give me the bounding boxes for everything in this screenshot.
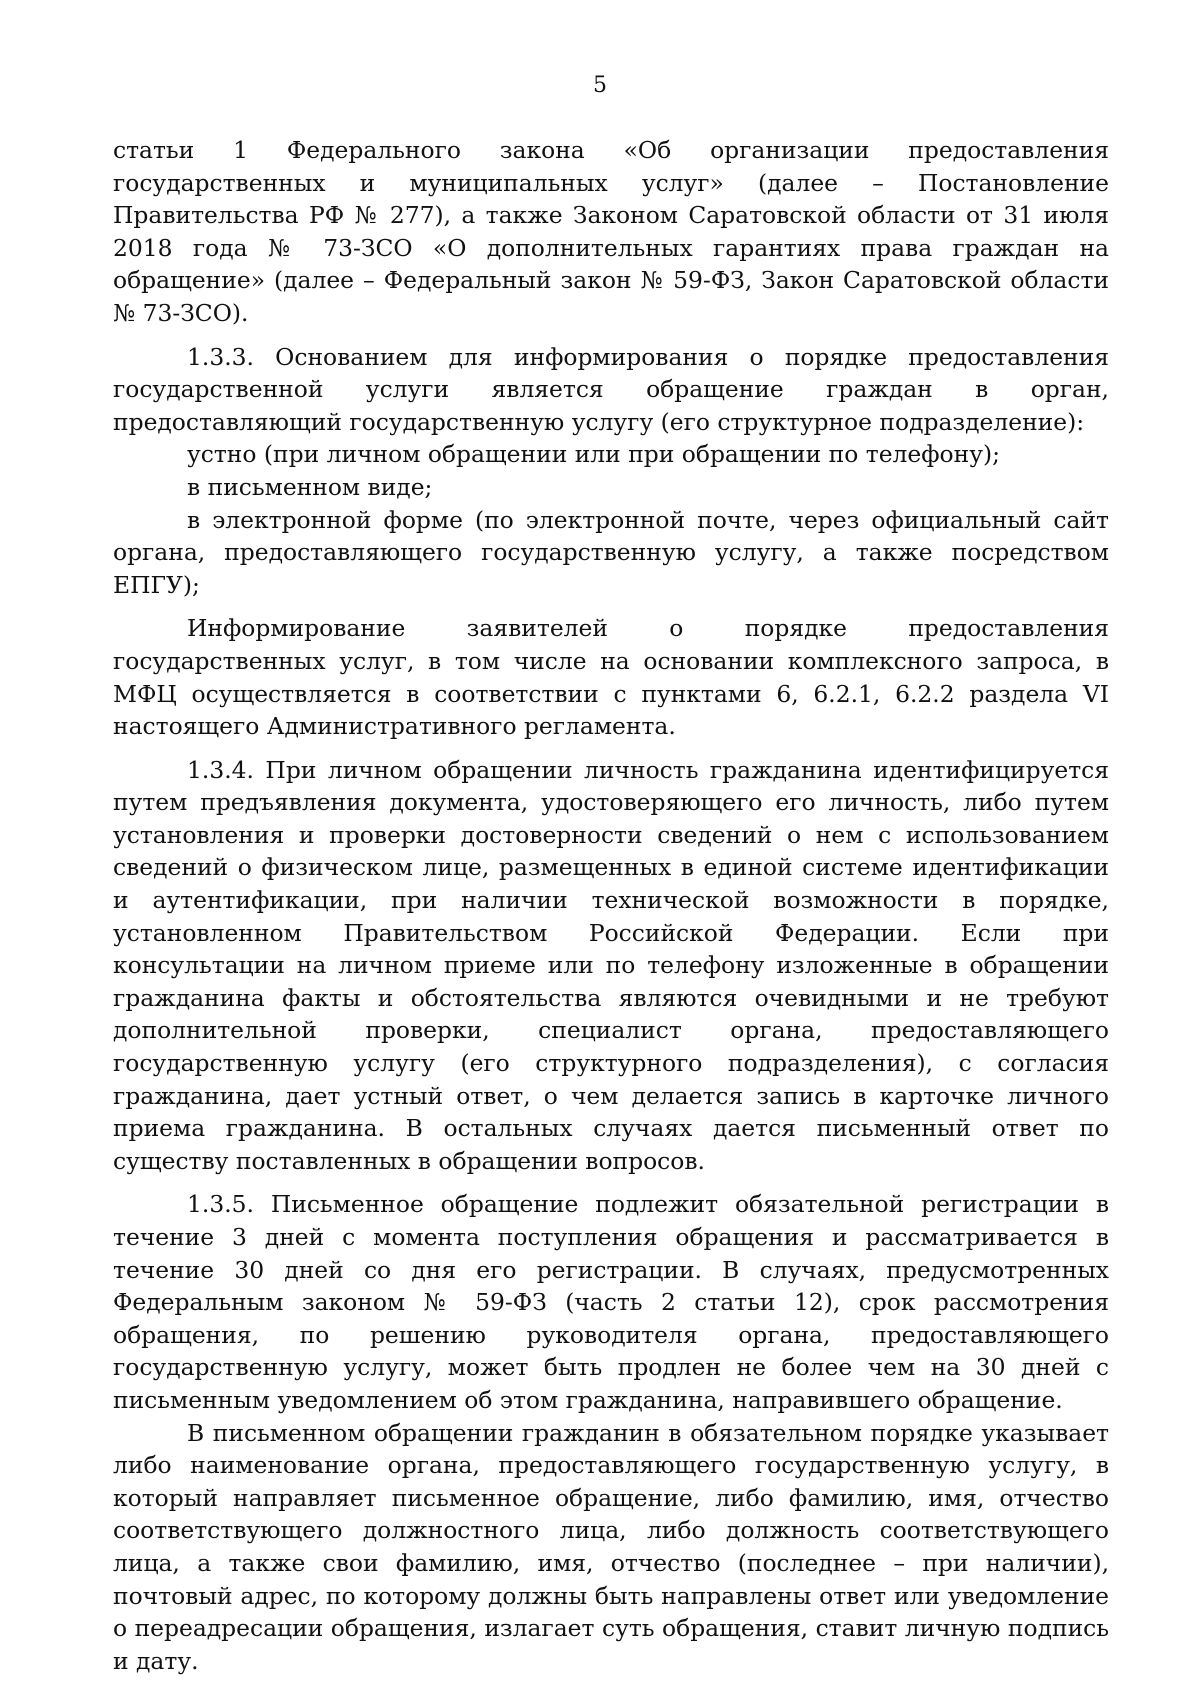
paragraph-1-3-4: 1.3.4. При личном обращении личность гражданина идентифицируется путем предъявления документа, удостоверяющего его личность, либо путем установления и проверки достоверности сведений о нем с использованием сведений о физическом лице, размещенных в единой системе идентификации и аутентификации, при наличии технической возможности в порядке, установленном Правительством Российской Федерации. Если при консультации на личном приеме или по телефону изложенные в обращении гражданина факты и обстоятельства являются очевидными и не требуют дополнительной проверки, специалист органа, предоставляющего государственную услугу (его структурного подразделения), с согласия гражданина, дает устный ответ, о чем делается запись в карточке личного приема гражданина. В остальных случаях дается письменный ответ по существу поставленных в обращении вопросов. xyxy=(113,755,1109,1175)
paragraph-mfc-info: Информирование заявителей о порядке предоставления государственных услуг, в том числе на основании комплексного запроса, в МФЦ осуществляется в соответствии с пунктами 6, 6.2.1, 6.2.2 раздела VI настоящего Административного регламента. xyxy=(113,614,1109,741)
paragraph-1-3-3: 1.3.3. Основанием для информирования о порядке предоставления государственной услуги является обращение граждан в орган, предоставляющий государственную услугу (его структурное подразделение): xyxy=(113,342,1109,436)
list-item-electronic: в электронной форме (по электронной почте, через официальный сайт органа, предоставляющего государственную услугу, а также посредством ЕПГУ); xyxy=(113,505,1109,599)
paragraph-1-3-5: 1.3.5. Письменное обращение подлежит обязательной регистрации в течение 3 дней с момента поступления обращения и рассматривается в течение 30 дней со дня его регистрации. В случаях, предусмотренных Федеральным законом № 59-ФЗ (часть 2 статьи 12), срок рассмотрения обращения, по решению руководителя органа, предоставляющего государственную услугу, может быть продлен не более чем на 30 дней с письменным уведомлением об этом гражданина, направившего обращение. xyxy=(113,1190,1109,1414)
list-item-oral: устно (при личном обращении или при обращении по телефону); xyxy=(187,440,1000,469)
paragraph-continuation: статьи 1 Федерального закона «Об организации предоставления государственных и муниципальных услуг» (далее – Постановление Правительства РФ № 277), а также Законом Саратовской области от 31 июля 2018 года № 73-ЗСО «О дополнительных гарантиях права граждан на обращение» (далее – Федеральный закон № 59-ФЗ, Закон Саратовской области № 73-ЗСО). xyxy=(113,136,1109,327)
page-number: 5 xyxy=(593,73,607,98)
document-body xyxy=(113,134,1109,1677)
list-item-written: в письменном виде; xyxy=(187,472,433,501)
paragraph-written-requirements: В письменном обращении гражданин в обязательном порядке указывает либо наименование органа, предоставляющего государственную услугу, в который направляет письменное обращение, либо фамилию, имя, отчество соответствующего должностного лица, либо должность соответствующего лица, а также свои фамилию, имя, отчество (последнее – при наличии), почтовый адрес, по которому должны быть направлены ответ или уведомление о переадресации обращения, излагает суть обращения, ставит личную подпись и дату. xyxy=(113,1418,1109,1675)
